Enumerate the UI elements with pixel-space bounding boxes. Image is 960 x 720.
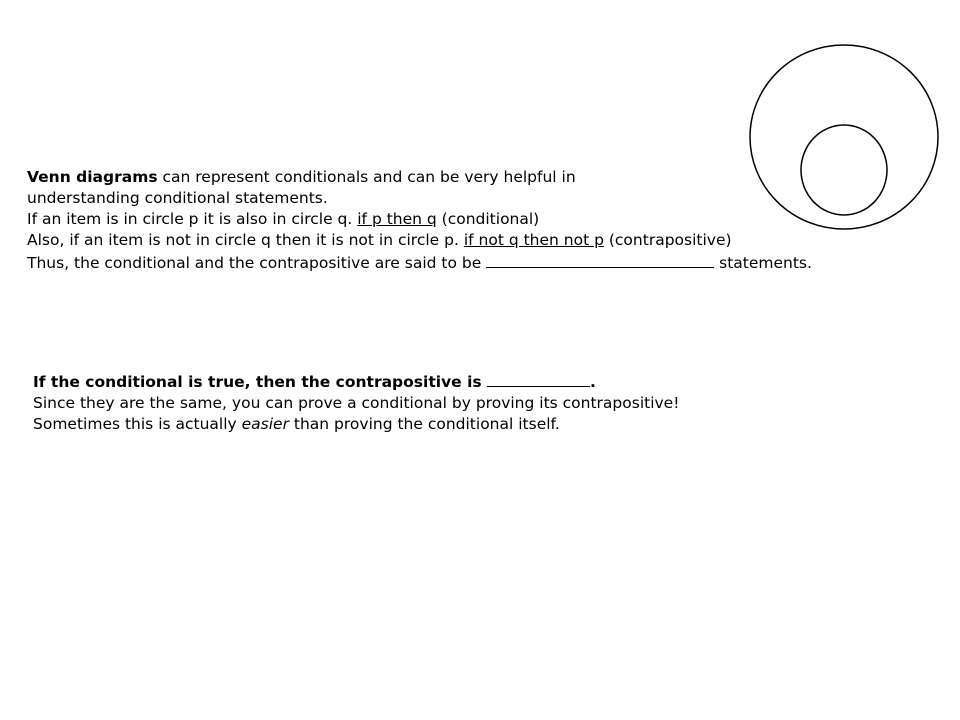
proof-line-2: Since they are the same, you can prove a conditional by proving its contrapositive! [33, 394, 680, 412]
intro-line-4-text: Also, if an item is not in circle q then it is not in circle p. [27, 231, 464, 249]
intro-line-4 [27, 230, 812, 251]
intro-line-3-tail: (conditional) [436, 210, 540, 228]
venn-diagrams-term: Venn diagrams [27, 168, 158, 186]
proof-line-1 [33, 370, 679, 393]
fill-in-blank-true [487, 370, 590, 387]
fill-in-blank-equivalent [486, 251, 714, 268]
venn-explanation [27, 167, 812, 274]
intro-line-3 [27, 209, 812, 230]
inner-circle-p [801, 125, 887, 215]
proof-line-3-text: Sometimes this is actually [33, 415, 242, 433]
proof-line-1-bold: If the conditional is true, then the contrapositive is [33, 373, 488, 391]
proof-line-3 [33, 414, 679, 435]
intro-line-1-text: can represent conditionals and can be very helpful in [157, 168, 576, 186]
intro-line-2: understanding conditional statements. [27, 189, 328, 207]
proof-line-1-period: . [590, 373, 596, 391]
intro-line-4-tail: (contrapositive) [603, 231, 732, 249]
proof-line-3-tail: than proving the conditional itself. [288, 415, 560, 433]
intro-line-3-text: If an item is in circle p it is also in circle q. [27, 210, 358, 228]
intro-line-5-tail: statements. [714, 254, 812, 272]
proof-note [33, 370, 679, 435]
conditional-phrase: if p then q [357, 210, 437, 228]
easier-word: easier [241, 415, 289, 433]
intro-line-5 [27, 251, 812, 274]
intro-line-5-text: Thus, the conditional and the contrapositive are said to be [27, 254, 487, 272]
contrapositive-phrase: if not q then not p [463, 231, 604, 249]
intro-line-1 [27, 167, 812, 188]
